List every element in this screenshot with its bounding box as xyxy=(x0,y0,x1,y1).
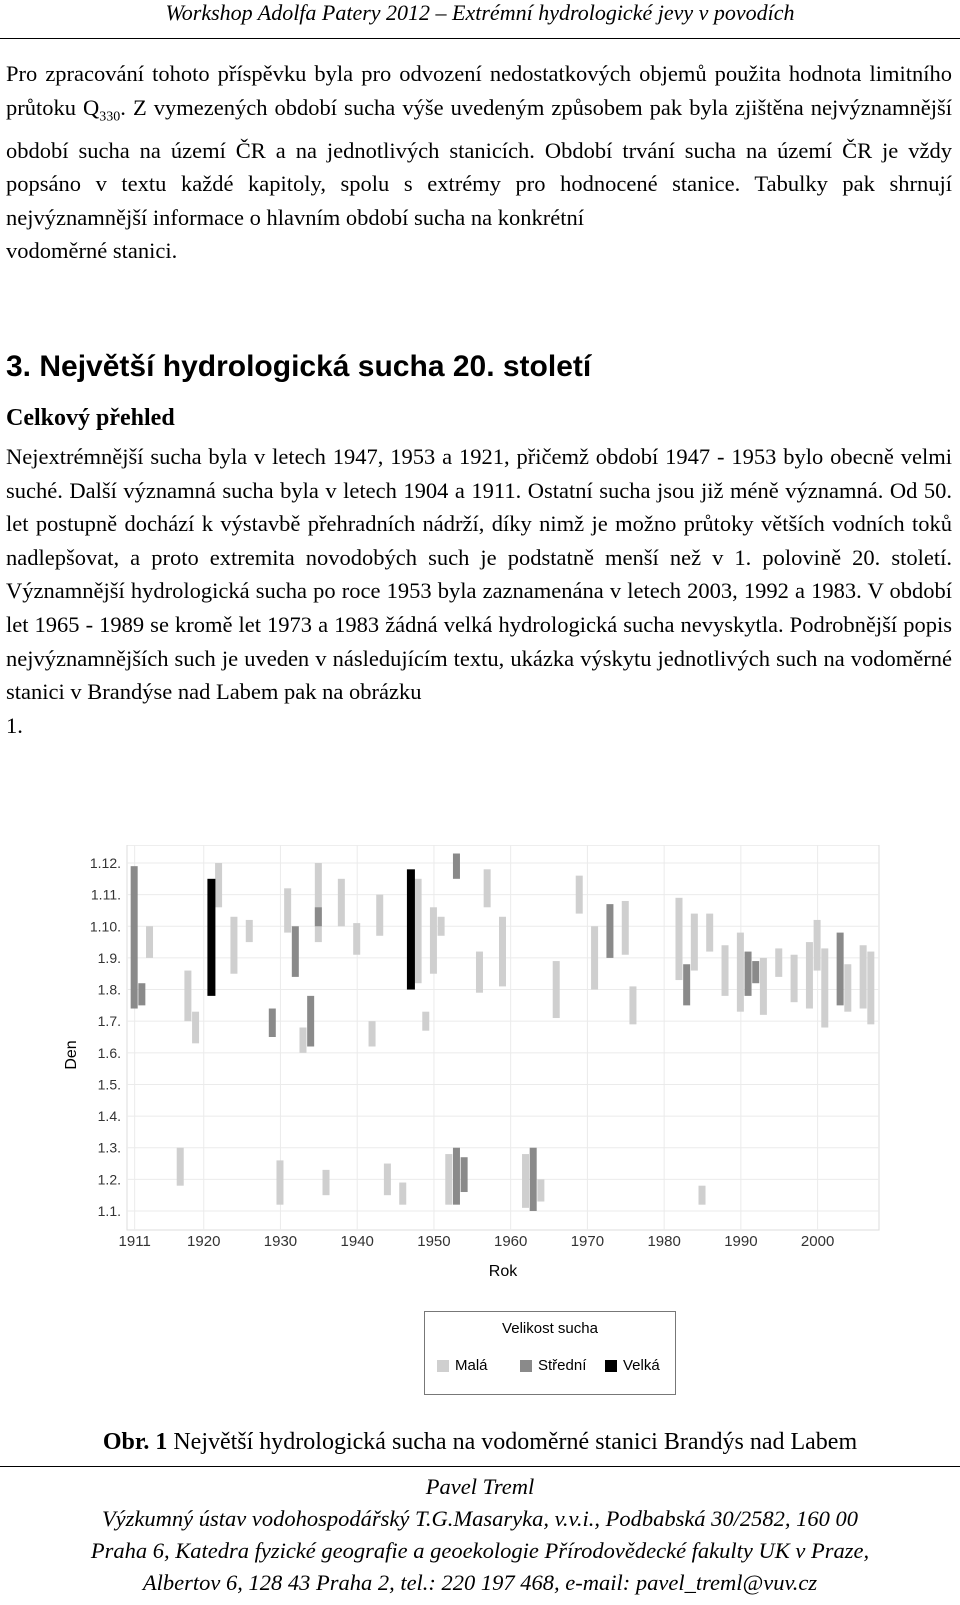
drought-bar xyxy=(430,907,437,973)
drought-bar xyxy=(138,983,145,1005)
footer-line-1: Výzkumný ústav vodohospodářský T.G.Masaryka, v.v.i., Podbabská 30/2582, 160 00 xyxy=(101,1506,859,1531)
intro-text-2: . Z vymezených období sucha výše uvedeným způsobem pak byla zjištěna nejvýznamnější období sucha na území ČR a na jednotlivých stanicích. Období trvání sucha na území ČR je vždy popsáno v textu každé kapitoly, spolu s extrémy pro hodnocené stanice. Tabulky pak shrnují nejvýznamnější informace o hlavním období sucha na konkrétní xyxy=(6,94,952,230)
drought-bar xyxy=(315,863,322,942)
drought-bar xyxy=(821,948,828,1027)
intro-text-last: vodoměrné stanici. xyxy=(6,238,178,264)
drought-bar xyxy=(837,933,844,1006)
drought-bar xyxy=(775,948,782,976)
y-tick-label: 1.12. xyxy=(89,855,121,871)
drought-bar xyxy=(476,952,483,993)
drought-bar xyxy=(276,1160,283,1204)
drought-bar xyxy=(576,876,583,914)
chart-legend xyxy=(424,1311,676,1395)
drought-bar xyxy=(192,1012,199,1044)
legend-swatch-medium xyxy=(520,1360,532,1372)
section-heading: 3. Největší hydrologická sucha 20. století xyxy=(6,350,592,383)
drought-bar xyxy=(461,1157,468,1192)
drought-bar xyxy=(453,854,460,879)
drought-bar xyxy=(537,1179,544,1201)
legend-item-large xyxy=(605,1357,660,1374)
y-tick-label: 1.1. xyxy=(97,1203,121,1219)
y-tick-label: 1.5. xyxy=(97,1076,121,1093)
page-footer xyxy=(0,1466,960,1599)
y-tick-label: 1.11. xyxy=(90,886,121,903)
drought-bar xyxy=(307,996,314,1047)
y-tick-labels xyxy=(90,855,121,1219)
drought-bar xyxy=(453,1148,460,1205)
drought-bar xyxy=(353,923,360,955)
drought-bar xyxy=(752,961,759,983)
x-tick-label: 1980 xyxy=(647,1233,681,1250)
drought-bar xyxy=(791,955,798,1002)
footer-line-3: Albertov 6, 128 43 Praha 2, tel.: 220 197 468, e-mail: pavel_treml@vuv.cz xyxy=(142,1570,818,1595)
drought-bar xyxy=(384,1164,391,1196)
x-tick-label: 1940 xyxy=(340,1233,374,1250)
drought-bar xyxy=(867,952,874,1025)
subheading: Celkový přehled xyxy=(6,405,175,431)
y-tick-label: 1.9. xyxy=(97,949,121,966)
drought-bar xyxy=(269,1009,276,1037)
drought-bar xyxy=(722,945,729,996)
x-tick-label: 1911 xyxy=(118,1233,151,1250)
caption-text: Největší hydrologická sucha na vodoměrné stanici Brandýs nad Labem xyxy=(167,1429,858,1455)
drought-bar xyxy=(376,895,383,936)
y-tick-label: 1.10. xyxy=(89,918,121,935)
overview-text-last: 1. xyxy=(6,712,23,738)
legend-label-medium: Střední xyxy=(538,1357,587,1374)
x-tick-label: 1930 xyxy=(263,1233,298,1250)
drought-bar xyxy=(369,1021,376,1046)
legend-item-small xyxy=(437,1357,488,1374)
drought-bar xyxy=(522,1154,529,1208)
drought-bar xyxy=(422,1012,429,1031)
drought-bar xyxy=(292,926,299,977)
y-tick-label: 1.2. xyxy=(97,1171,121,1188)
drought-bar xyxy=(230,917,237,974)
drought-bar xyxy=(706,914,713,952)
drought-bar xyxy=(737,933,744,1012)
y-tick-label: 1.8. xyxy=(97,981,121,998)
x-tick-label: 2000 xyxy=(800,1233,835,1250)
intro-paragraph xyxy=(6,57,952,268)
drought-bar xyxy=(553,961,560,1018)
overview-paragraph xyxy=(6,440,952,742)
drought-bar xyxy=(299,1028,306,1053)
caption-label: Obr. 1 xyxy=(102,1429,168,1455)
drought-bar xyxy=(683,964,690,1005)
y-tick-label: 1.4. xyxy=(97,1108,121,1125)
drought-bar xyxy=(629,986,636,1024)
x-tick-label: 1960 xyxy=(493,1233,528,1250)
drought-bar xyxy=(530,1148,537,1211)
drought-bar xyxy=(745,952,752,996)
drought-bar xyxy=(760,958,767,1015)
drought-bar xyxy=(860,945,867,1008)
legend-title: Velikost sucha xyxy=(502,1320,598,1337)
drought-bar xyxy=(415,879,422,983)
drought-bar xyxy=(399,1183,406,1205)
drought-bar xyxy=(407,869,415,989)
footer-line-2: Praha 6, Katedra fyzické geografie a geoekologie Přírodovědecké fakulty UK v Praze, xyxy=(90,1538,870,1563)
legend-swatch-small xyxy=(437,1360,449,1372)
x-tick-label: 1990 xyxy=(724,1233,758,1250)
drought-bar xyxy=(814,920,821,971)
drought-bar xyxy=(323,1170,330,1195)
y-tick-label: 1.6. xyxy=(97,1044,121,1061)
drought-bar xyxy=(184,971,191,1022)
x-tick-labels xyxy=(119,1233,835,1250)
x-tick-label: 1920 xyxy=(187,1233,221,1250)
drought-bar xyxy=(246,920,253,942)
drought-bar xyxy=(675,898,682,980)
drought-bar xyxy=(606,904,613,958)
drought-bar xyxy=(131,866,138,1008)
drought-bar xyxy=(622,901,629,955)
drought-bar xyxy=(215,863,222,907)
legend-swatch-large xyxy=(605,1360,617,1372)
footer-author: Pavel Treml xyxy=(425,1474,535,1499)
drought-bar xyxy=(699,1186,706,1205)
drought-bar xyxy=(445,1154,452,1205)
legend-label-small: Malá xyxy=(455,1357,488,1374)
legend-item-medium xyxy=(520,1357,586,1374)
q-subscript: 330 xyxy=(99,109,121,125)
drought-bar xyxy=(146,926,153,958)
figure-caption xyxy=(0,1429,960,1456)
drought-bar xyxy=(177,1148,184,1186)
y-axis-label: Den xyxy=(63,1040,80,1070)
x-axis-label: Rok xyxy=(488,1263,518,1280)
legend-label-large: Velká xyxy=(623,1357,660,1374)
drought-bar xyxy=(499,917,506,987)
drought-bar xyxy=(691,914,698,971)
plot-area xyxy=(127,845,879,1230)
drought-bar xyxy=(315,907,322,926)
drought-bar xyxy=(844,964,851,1011)
drought-bar xyxy=(284,888,291,932)
y-tick-label: 1.3. xyxy=(97,1139,121,1156)
drought-bar xyxy=(207,879,215,996)
drought-bar xyxy=(338,879,345,926)
drought-bar xyxy=(438,917,445,936)
page-header: Workshop Adolfa Patery 2012 – Extrémní hydrologické jevy v povodích xyxy=(0,0,960,39)
drought-bar xyxy=(484,869,491,907)
intro-text-1: Pro zpracování tohoto příspěvku byla pro odvození nedostatkových objemů použita hodnota limitního průtoku Q xyxy=(6,61,952,120)
x-tick-label: 1970 xyxy=(570,1233,605,1250)
y-tick-label: 1.7. xyxy=(97,1013,121,1030)
drought-bar xyxy=(806,942,813,1008)
drought-bar xyxy=(591,926,598,989)
overview-text: Nejextrémnější sucha byla v letech 1947, 1953 a 1921, přičemž období 1947 - 1953 bylo obecně velmi suché. Další významná sucha byla v letech 1904 a 1911. Ostatní sucha jsou již méně významná. Od 50. let postupně dochází k výstavbě přehradních nádrží, díky nimž je možno průtoky větších vodních toků nadlepšovat, a proto extremita novodobých such je podstatně menší než v 1. polovině 20. století. Významnější hydrologická sucha po roce 1953 byla zaznamenána v letech 2003, 1992 a 1983. V období let 1965 - 1989 se kromě let 1973 a 1983 žádná velká hydrologická sucha nevyskytla. Podrobnější popis nejvýznamnějších such je uveden v následujícím textu, ukázka výskytu jednotlivých such na vodoměrné stanici v Brandýse nad Labem pak na obrázku xyxy=(6,444,952,705)
x-tick-label: 1950 xyxy=(417,1233,451,1250)
